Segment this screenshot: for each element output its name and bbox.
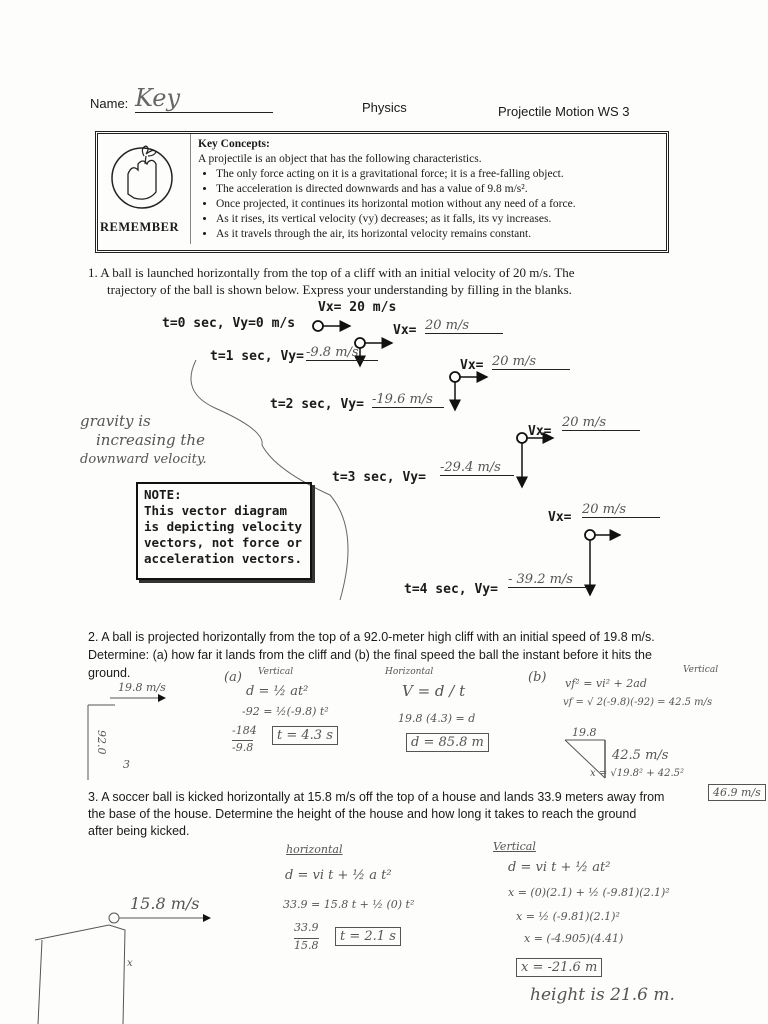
q3-text-line2: the base of the house. Determine the height of the house and how long it takes to reach the ground xyxy=(88,807,637,821)
note-line: vectors, not force or xyxy=(144,535,303,550)
q3-x-result: x = -21.6 m xyxy=(516,958,602,977)
q3-house-sketch xyxy=(35,913,210,1024)
concept-item: • As it travels through the air, its horizontal velocity remains constant. xyxy=(216,227,658,242)
q3-v-eq3: x = ½ (-9.81)(2.1)² xyxy=(516,910,620,923)
q2-t-result: t = 4.3 s xyxy=(272,726,338,745)
t4-vy-answer[interactable]: - 39.2 m/s xyxy=(508,572,588,588)
t2-vx-answer[interactable]: 20 m/s xyxy=(492,354,570,370)
t4-vx-answer[interactable]: 20 m/s xyxy=(582,502,660,518)
q2-tri-top: 19.8 xyxy=(572,726,597,739)
concepts-heading: Key Concepts: xyxy=(198,138,270,150)
q2-eq3-top: -184 xyxy=(232,724,257,737)
ball-t4 xyxy=(585,530,620,595)
q3-height-answer: height is 21.6 m. xyxy=(530,985,675,1005)
q2-d-result: d = 85.8 m xyxy=(406,733,489,752)
q3-horizontal-label: horizontal xyxy=(286,843,343,856)
t3-vy-answer[interactable]: -29.4 m/s xyxy=(440,460,514,476)
t1-vx-label: Vx= xyxy=(393,323,417,338)
q2-eq-d: 19.8 (4.3) = d xyxy=(398,712,476,725)
gravity-note: gravity is increasing the downward velocity. xyxy=(80,412,207,467)
q2-x-eq: x = √19.8² + 42.5² xyxy=(590,768,685,779)
t1-vx-answer[interactable]: 20 m/s xyxy=(425,318,503,334)
t4-label: t=4 sec, Vy= xyxy=(404,582,498,597)
q2-x-result: 46.9 m/s xyxy=(708,784,766,801)
t3-label: t=3 sec, Vy= xyxy=(332,470,426,485)
concepts-intro: A projectile is an object that has the following characteristics. xyxy=(198,153,482,165)
vx-top-label: Vx= 20 m/s xyxy=(318,300,397,315)
note-line: is depicting velocity xyxy=(144,519,303,534)
q1-text-line1: 1. A ball is launched horizontally from the top of a cliff with an initial velocity of 20 m/s. The xyxy=(88,265,575,280)
q1-text-line2: trajectory of the ball is shown below. Express your understanding by filling in the blanks. xyxy=(107,282,572,297)
q2-speed-label: 19.8 m/s xyxy=(118,681,166,694)
q3-text-line1: 3. A soccer ball is kicked horizontally at 15.8 m/s off the top of a house and lands 33.9 meters away from xyxy=(88,790,665,804)
t1-label: t=1 sec, Vy= xyxy=(210,349,304,364)
q3-h-frac-top: 33.9 xyxy=(294,921,319,934)
q3-v-eq1: d = vi t + ½ at² xyxy=(508,860,611,875)
q2-horizontal-label: Horizontal xyxy=(385,667,434,677)
q3-speed-label: 15.8 m/s xyxy=(130,894,200,913)
note-box xyxy=(136,482,312,580)
q3-t-result: t = 2.1 s xyxy=(335,927,401,946)
note-line: acceleration vectors. xyxy=(144,551,303,566)
q2-text-line3: ground. xyxy=(88,666,131,680)
q2-text-line2: Determine: (a) how far it lands from the cliff and (b) the final speed the ball the instant before it hits the xyxy=(88,648,652,662)
q3-h-eq2: 33.9 = 15.8 t + ½ (0) t² xyxy=(283,898,415,911)
q2-tri-side: 42.5 m/s xyxy=(612,748,669,763)
q2-part-b: (b) xyxy=(528,670,547,685)
q3-vertical-label: Vertical xyxy=(493,840,536,853)
q3-v-eq4: x = (-4.905)(4.41) xyxy=(524,932,624,945)
t3-vx-answer[interactable]: 20 m/s xyxy=(562,415,640,431)
ball-t3 xyxy=(517,433,553,487)
q2-part-a: (a) xyxy=(224,670,242,685)
q2-vertical-label: Vertical xyxy=(258,667,294,677)
q2-height-label: 92.0 xyxy=(95,730,108,755)
q2-eq-vf2: vf = √ 2(-9.8)(-92) = 42.5 m/s xyxy=(563,697,713,708)
q2-vertical-label-b: Vertical xyxy=(683,665,719,675)
remember-label: REMEMBER xyxy=(100,220,179,234)
t2-vy-answer[interactable]: -19.6 m/s xyxy=(372,392,444,408)
q2-eq2: -92 = ½(-9.8) t² xyxy=(242,705,329,718)
name-field[interactable]: Key xyxy=(135,84,273,113)
ball-t0 xyxy=(313,321,350,331)
name-label: Name: xyxy=(90,96,129,111)
worksheet-title: Projectile Motion WS 3 xyxy=(498,104,630,119)
q2-text-line1: 2. A ball is projected horizontally from the top of a 92.0-meter high cliff with an initial speed of 19.8 m/s. xyxy=(88,630,655,644)
t1-vy-answer[interactable]: -9.8 m/s xyxy=(306,345,378,361)
note-line: This vector diagram xyxy=(144,503,287,518)
t3-vx-label: Vx= xyxy=(528,424,552,439)
q2-eq-v: V = d / t xyxy=(402,682,466,700)
q2-small-3: 3 xyxy=(123,758,130,771)
q3-h-eq1: d = vi t + ½ a t² xyxy=(285,868,392,883)
concept-item: • The acceleration is directed downwards and has a value of 9.8 m/s². xyxy=(216,182,658,197)
q3-v-eq2: x = (0)(2.1) + ½ (-9.81)(2.1)² xyxy=(508,886,670,899)
q2-eq-vf: vf² = vi² + 2ad xyxy=(565,677,647,690)
concept-item: • As it rises, its vertical velocity (vy) decreases; as it falls, its vy increases. xyxy=(216,212,658,227)
q2-eq3-bot: -9.8 xyxy=(232,741,254,754)
q3-x-mark: x xyxy=(127,958,133,969)
t2-vx-label: Vx= xyxy=(460,358,484,373)
note-line: NOTE: xyxy=(144,487,182,502)
t2-label: t=2 sec, Vy= xyxy=(270,397,364,412)
q3-text-line3: after being kicked. xyxy=(88,824,190,838)
t4-vx-label: Vx= xyxy=(548,510,572,525)
t0-label: t=0 sec, Vy=0 m/s xyxy=(162,316,296,331)
subject-label: Physics xyxy=(362,100,407,115)
q3-h-frac-bot: 15.8 xyxy=(294,939,319,952)
q2-eq1: d = ½ at² xyxy=(246,684,309,699)
concept-item: • The only force acting on it is a gravitational force; it is a free-falling object. xyxy=(216,167,658,182)
ball-t2 xyxy=(450,372,487,410)
concept-item: • Once projected, it continues its horizontal motion without any need of a force. xyxy=(216,197,658,212)
